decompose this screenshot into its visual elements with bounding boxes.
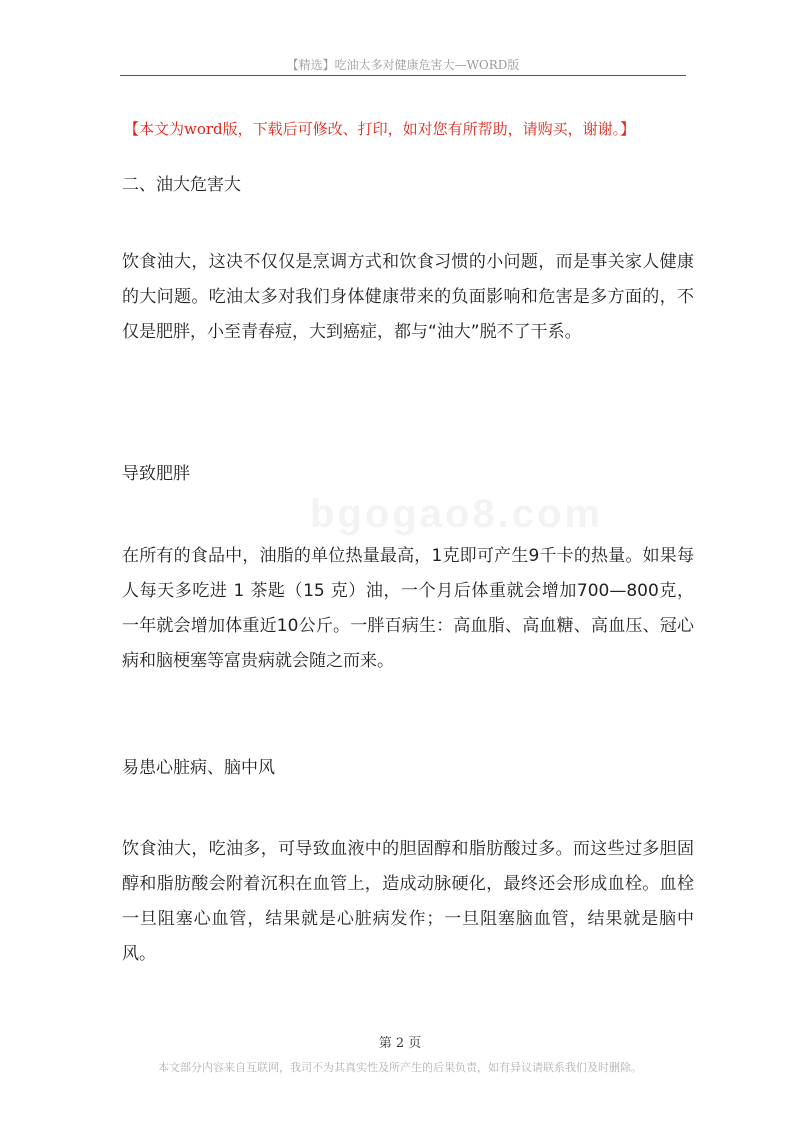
section-heading-obesity: 导致肥胖 bbox=[122, 464, 190, 484]
section-heading-harm: 二、油大危害大 bbox=[122, 175, 241, 195]
page-header-title: 【精选】吃油太多对健康危害大—WORD版 bbox=[286, 58, 520, 72]
footer-disclaimer: 本文部分内容来自互联网，我司不为其真实性及所产生的后果负责，如有异议请联系我们及时删除。 bbox=[158, 1061, 642, 1074]
paragraph-obesity: 在所有的食品中，油脂的单位热量最高，1克即可产生9千卡的热量。如果每人每天多吃进 1 茶匙（15 克）油，一个月后体重就会增加700—800克，一年就会增加体重近10公斤。一胖百病生：高血脂、高血糖、高血压、冠心病和脑梗塞等富贵病就会随之而来。 bbox=[122, 546, 694, 671]
paragraph-heart-stroke: 饮食油大，吃油多，可导致血液中的胆固醇和脂肪酸过多。而这些过多胆固醇和脂肪酸会附着沉积在血管上，造成动脉硬化，最终还会形成血栓。血栓一旦阻塞心血管，结果就是心脏病发作；一旦阻塞脑血管，结果就是脑中风。 bbox=[122, 839, 694, 964]
header-divider bbox=[120, 75, 686, 76]
download-notice: 【本文为word版，下载后可修改、打印，如对您有所帮助，请购买，谢谢。】 bbox=[124, 120, 636, 138]
page-number: 第 2 页 bbox=[378, 1036, 422, 1051]
watermark: bgogao8.com bbox=[310, 492, 604, 536]
paragraph-intro: 饮食油大，这决不仅仅是烹调方式和饮食习惯的小问题，而是事关家人健康的大问题。吃油太多对我们身体健康带来的负面影响和危害是多方面的，不仅是肥胖，小至青春痘，大到癌症，都与“油大”脱不了干系。 bbox=[122, 252, 694, 342]
section-heading-heart-stroke: 易患心脏病、脑中风 bbox=[122, 758, 275, 778]
